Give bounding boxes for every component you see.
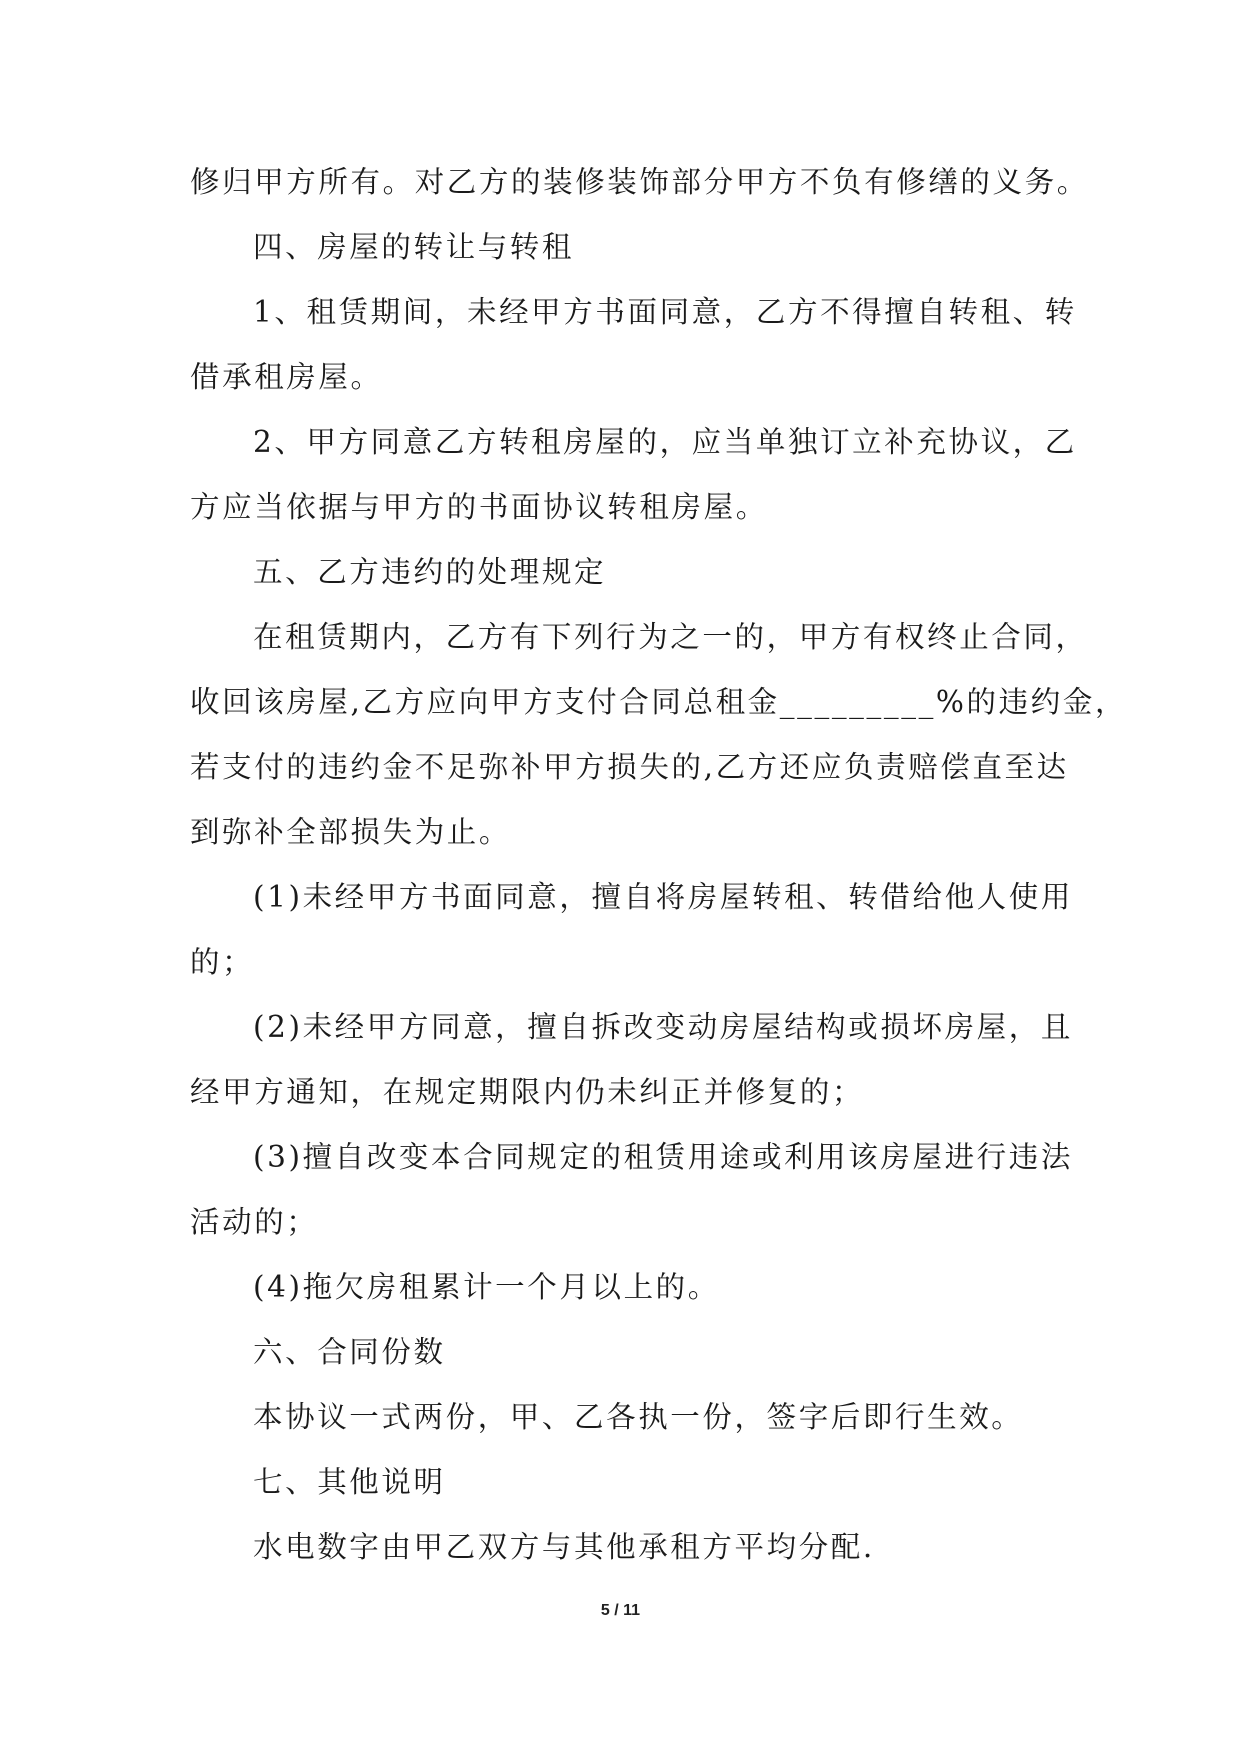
section-heading-copies: 六、合同份数: [253, 1335, 446, 1369]
text-line: 本协议一式两份，甲、乙各执一份，签字后即行生效。: [253, 1400, 1024, 1434]
text-line: 借承租房屋。: [190, 360, 383, 394]
text-line: 2、甲方同意乙方转租房屋的，应当单独订立补充协议，乙: [253, 425, 1077, 459]
document-body: [190, 150, 1128, 1580]
page-number: 5 / 11: [600, 1602, 641, 1619]
text-line: 到弥补全部损失为止。: [190, 815, 512, 849]
section-heading-transfer: 四、房屋的转让与转租: [253, 230, 575, 264]
text-line: 水电数字由甲乙双方与其他承租方平均分配.: [253, 1530, 875, 1564]
text-line: 活动的；: [190, 1205, 319, 1239]
list-item: (4)拖欠房租累计一个月以上的。: [253, 1270, 720, 1304]
text-line: 方应当依据与甲方的书面协议转租房屋。: [190, 490, 768, 524]
list-item: (3)擅自改变本合同规定的租赁用途或利用该房屋进行违法: [253, 1140, 1073, 1174]
text-line: 1、租赁期间，未经甲方书面同意，乙方不得擅自转租、转: [253, 295, 1077, 329]
list-item: (2)未经甲方同意，擅自拆改变动房屋结构或损坏房屋，且: [253, 1010, 1073, 1044]
text-line: 的；: [190, 945, 255, 979]
section-heading-other: 七、其他说明: [253, 1465, 446, 1499]
text-line: 收回该房屋,乙方应向甲方支付合同总租金_________%的违约金，: [190, 685, 1128, 719]
section-heading-breach: 五、乙方违约的处理规定: [253, 555, 607, 589]
text-line: 在租赁期内，乙方有下列行为之一的，甲方有权终止合同，: [253, 620, 1088, 654]
list-item: (1)未经甲方书面同意，擅自将房屋转租、转借给他人使用: [253, 880, 1073, 914]
text-line: 若支付的违约金不足弥补甲方损失的,乙方还应负责赔偿直至达: [190, 750, 1069, 784]
text-line: 经甲方通知，在规定期限内仍未纠正并修复的；: [190, 1075, 865, 1109]
text-line: 修归甲方所有。对乙方的装修装饰部分甲方不负有修缮的义务。: [190, 165, 1089, 199]
